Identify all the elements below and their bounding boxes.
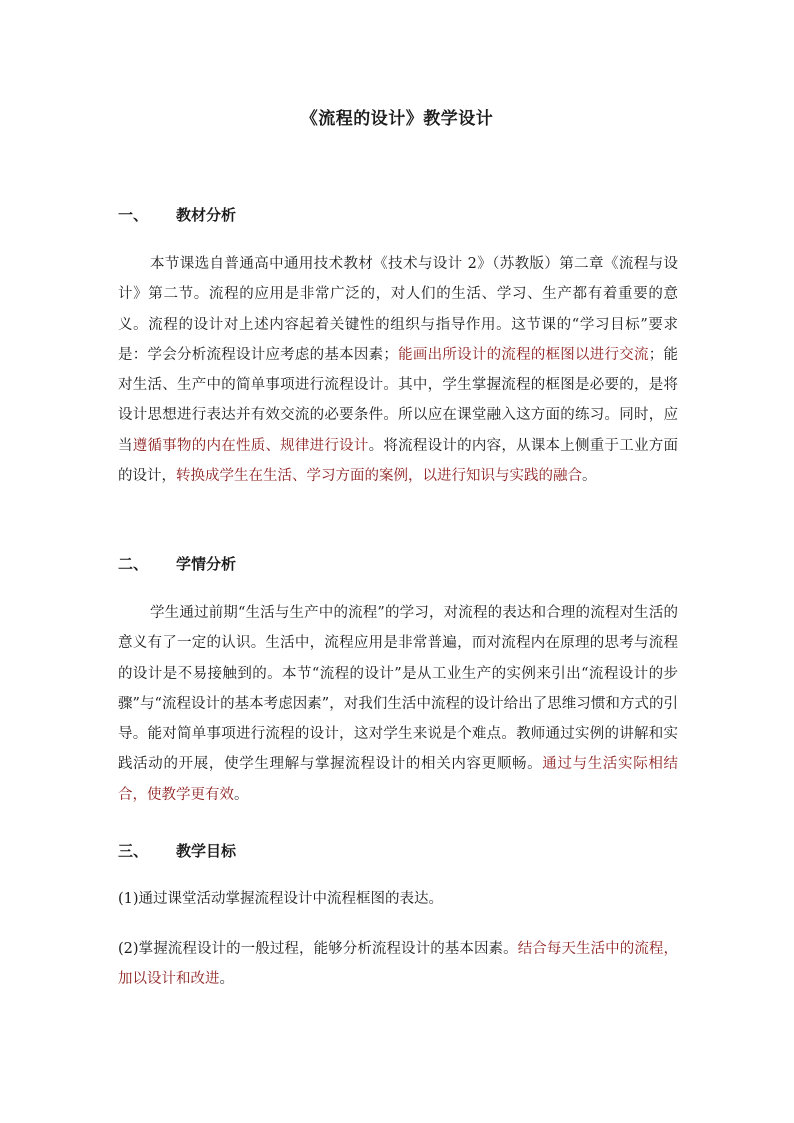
section-title: 学情分析	[176, 555, 237, 573]
section-paragraph-2	[118, 598, 678, 810]
text-run: (1)通过课堂活动掌握流程设计中流程框图的表达。	[118, 891, 444, 907]
section-title: 教学目标	[176, 842, 237, 860]
section-number: 三、	[118, 842, 149, 860]
highlighted-text-run: 通过与生活实际相结合，使教学更有效	[118, 756, 679, 803]
highlighted-text-run: 转换成学生在生活、学习方面的案例，以进行知识与实践的融合	[176, 468, 582, 485]
section-number: 二、	[118, 555, 149, 573]
document-title: 《流程的设计》教学设计	[300, 109, 494, 129]
text-run: 。	[234, 786, 249, 803]
objective-item-1	[118, 884, 678, 914]
text-run: 学生通过前期“生活与生产中的流程”的学习，对流程的表达和合理的流程对生活的意义有了一定的认识。生活中，流程应用是非常普遍，而对流程内在原理的思考与流程的设计是不易接触到的。本节“流程的设计”是从工业生产的实例来引出“流程设计的步骤”与“流程设计的基本考虑因素”，对我们生活中流程的设计给出了思维习惯和方式的引导。能对简单事项进行流程的设计，这对学生来说是个难点。教师通过实例的讲解和实践活动的开展，使学生理解与掌握流程设计的相关内容更顺畅。	[118, 605, 678, 773]
text-run: 。	[582, 468, 597, 485]
text-run: 本节课选自普通高中通用技术教材《技术与设计 2》（苏教版）第二章《流程与设计》第二节。流程的应用是非常广泛的，对人们的生活、学习、生产都有着重要的意义。流程的设计对上述内容起着关键性的组织与指导作用。这节课的“学习目标”要求是：学会分析流程设计应考虑的基本因素；	[118, 256, 678, 363]
text-run: (2)掌握流程设计的一般过程，能够分析流程设计的基本因素。	[118, 941, 518, 957]
text-run: 。	[219, 971, 234, 988]
section-heading-3	[118, 840, 236, 861]
highlighted-text-run: 遵循事物的内在性质、规律进行设计	[132, 437, 369, 454]
section-title: 教材分析	[176, 206, 237, 224]
highlighted-text-run: 能画出所设计的流程的框图以进行交流	[397, 346, 649, 363]
highlighted-text-run: 结合每天生活中的流程，加以设计和改进	[118, 941, 679, 988]
section-number: 一、	[118, 206, 149, 224]
text-run: 。将流程设计的内容，从课本上侧重于工业方面的设计，	[118, 437, 679, 485]
section-heading-2	[118, 553, 236, 574]
objective-item-2	[118, 934, 678, 995]
section-heading-1	[118, 204, 236, 225]
text-run: ；能对生活、生产中的简单事项进行流程设计。其中，学生掌握流程的框图是必要的，是将设计思想进行表达并有效交流的必要条件。所以应在课堂融入这方面的练习。同时，应当	[118, 346, 679, 454]
section-paragraph-1	[118, 249, 678, 491]
